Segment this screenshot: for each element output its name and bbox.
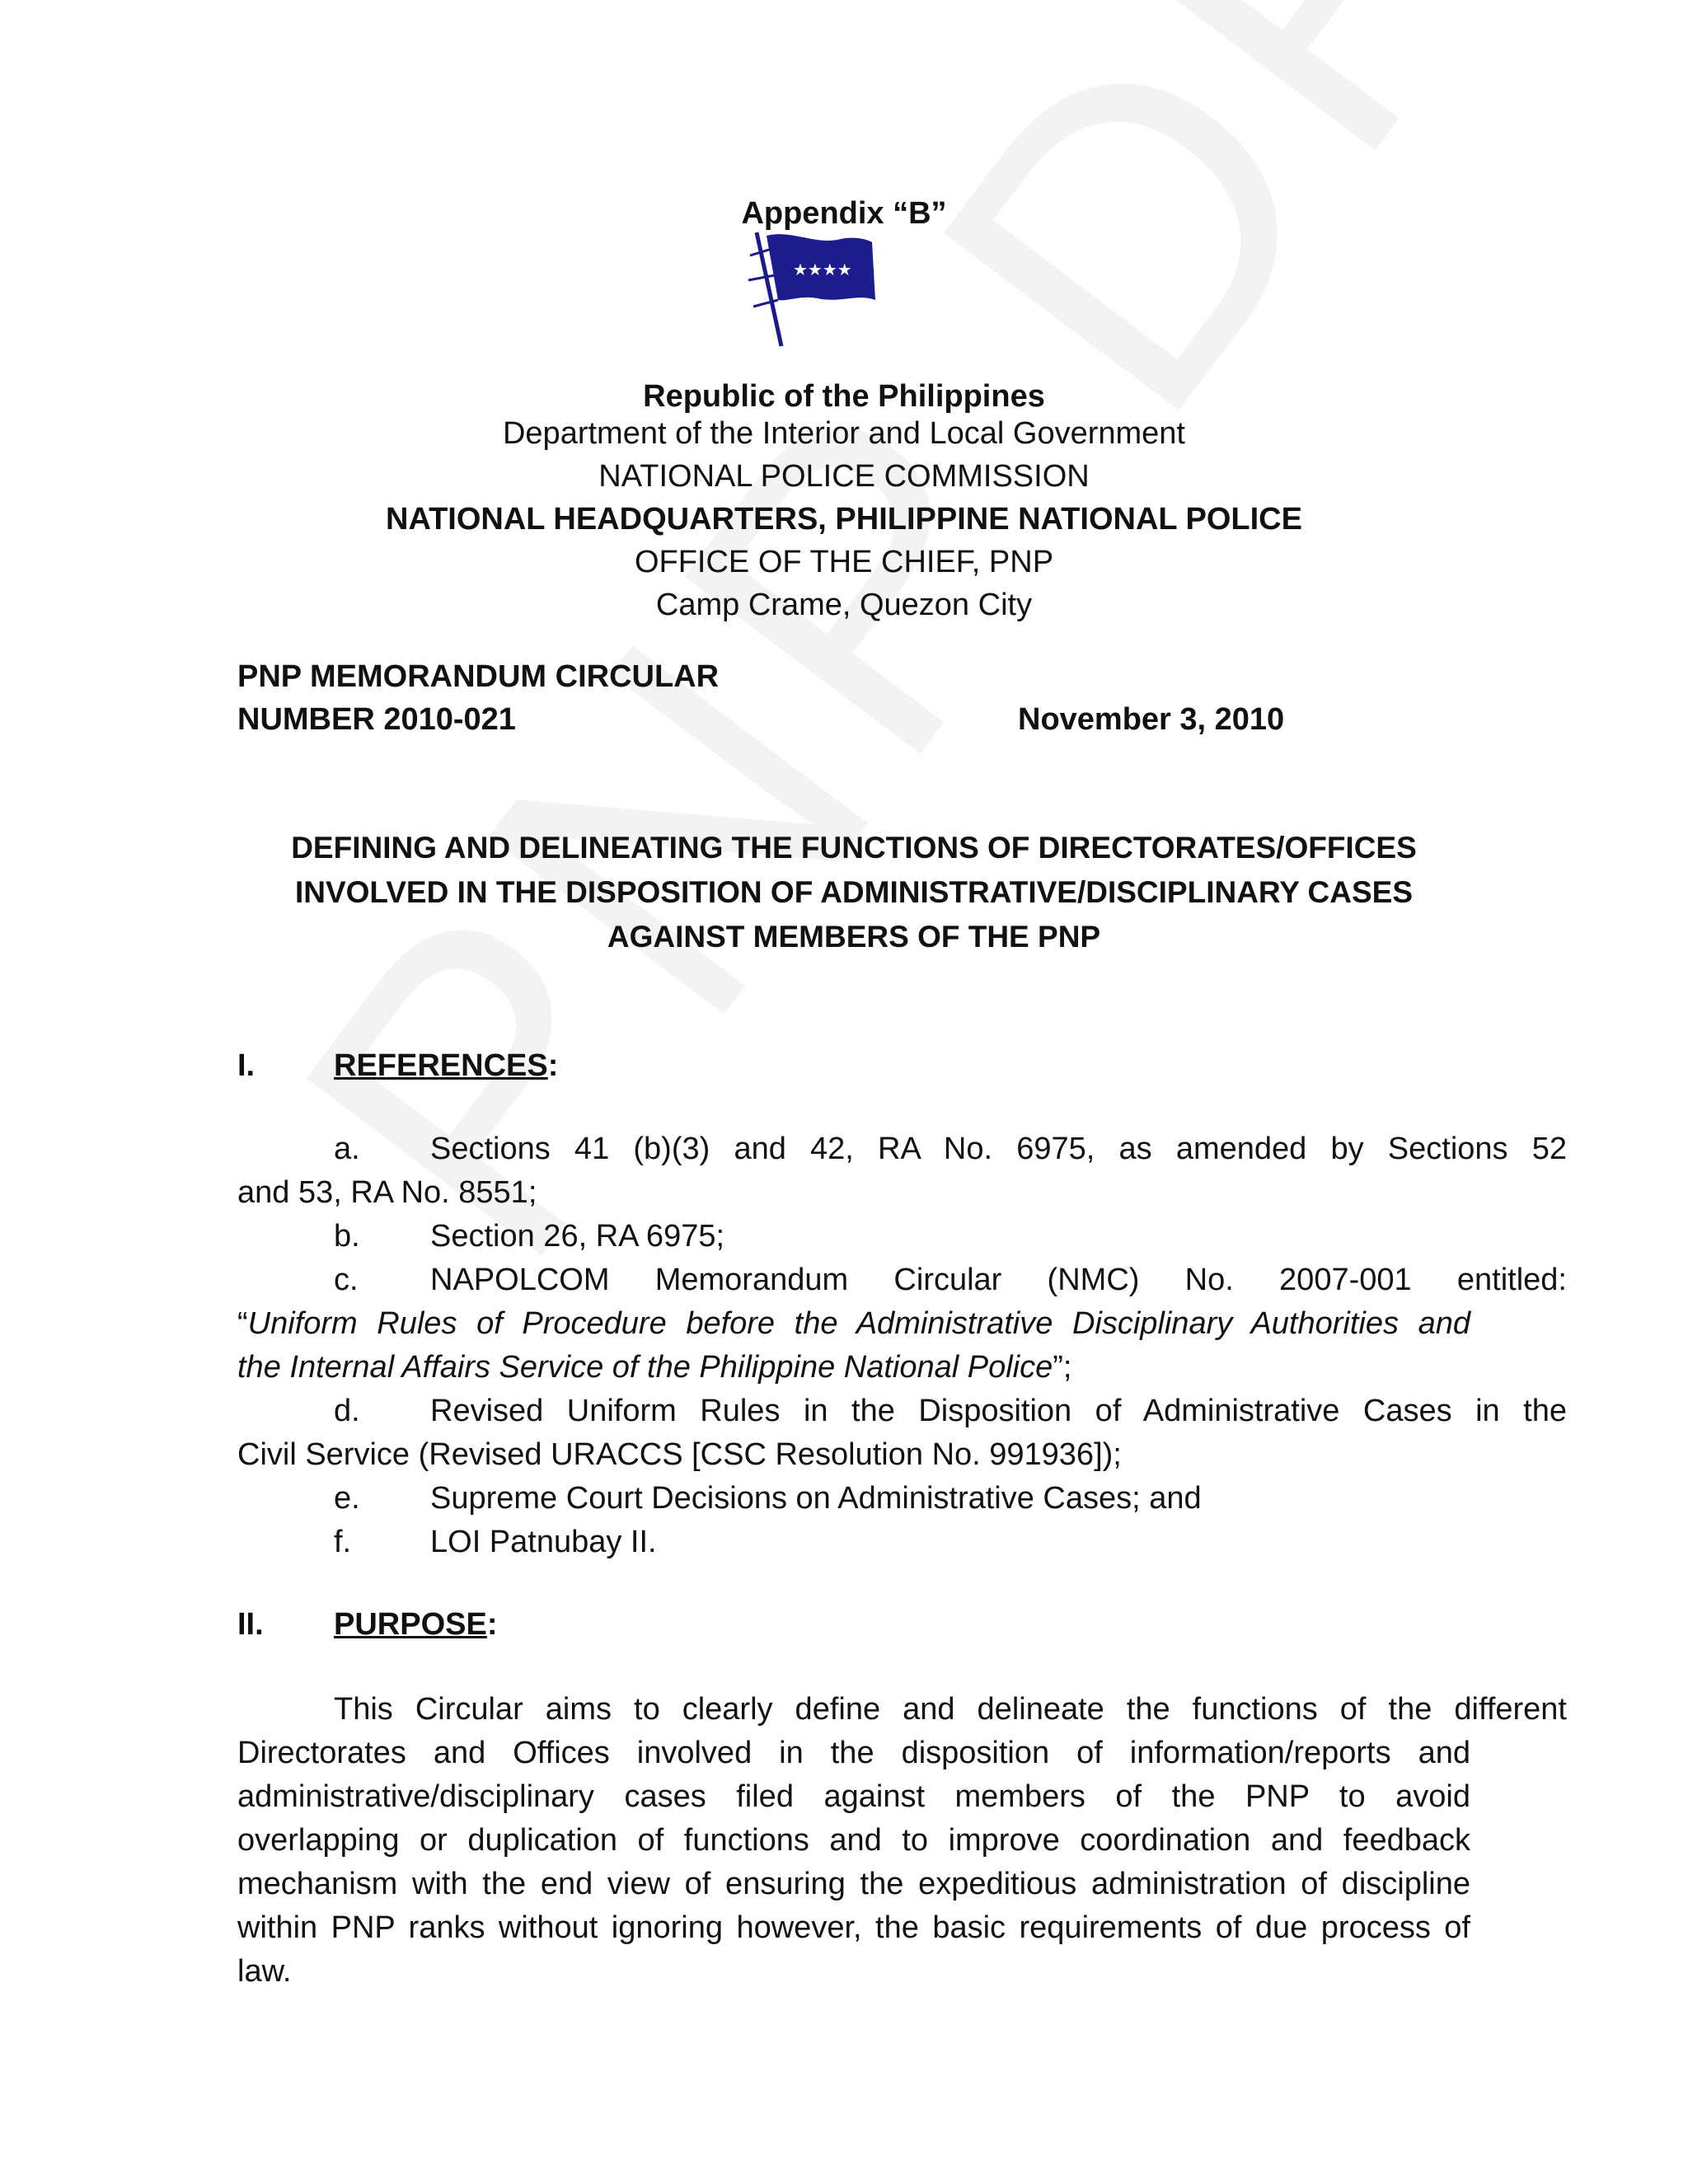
close-quote: ”; — [1053, 1350, 1072, 1385]
list-text: Sections 41 (b)(3) and 42, RA No. 6975, as amended by Sections 52 — [430, 1132, 1567, 1166]
section-heading — [334, 1607, 497, 1643]
department-line: Department of the Interior and Local Government — [502, 416, 1185, 451]
purpose-line-2: Directorates and Offices involved in the disposition of information/reports and — [237, 1736, 1470, 1770]
purpose-line-5: mechanism with the end view of ensuring the expeditious administration of discipline — [237, 1867, 1470, 1901]
reference-a-line-1 — [237, 1127, 1567, 1171]
list-label: e. — [334, 1481, 360, 1516]
location-line: Camp Crame, Quezon City — [655, 588, 1033, 622]
memo-date: November 3, 2010 — [1018, 702, 1285, 737]
reference-e — [237, 1477, 1567, 1521]
reference-a-line-2: and 53, RA No. 8551; — [237, 1175, 537, 1210]
list-text-italic: Uniform Rules of Procedure before the Administrative Disciplinary Authorities and — [247, 1306, 1470, 1341]
section-heading-colon: : — [486, 1607, 498, 1642]
reference-c-line-1 — [237, 1258, 1567, 1302]
office-line: OFFICE OF THE CHIEF, PNP — [634, 545, 1054, 579]
list-text: Section 26, RA 6975; — [430, 1219, 725, 1254]
reference-f — [237, 1521, 1567, 1564]
purpose-line-7: law. — [237, 1954, 292, 1989]
section-heading-colon: : — [547, 1048, 559, 1083]
list-label: b. — [334, 1219, 360, 1254]
section-number: I. — [237, 1048, 256, 1083]
headquarters-line: NATIONAL HEADQUARTERS, PHILIPPINE NATIONAL POLICE — [386, 502, 1302, 537]
memo-type: PNP MEMORANDUM CIRCULAR — [237, 659, 720, 694]
list-text: Supreme Court Decisions on Administrative Cases; and — [430, 1481, 1202, 1516]
list-label: a. — [334, 1132, 360, 1166]
purpose-line-3: administrative/disciplinary cases filed against members of the PNP to avoid — [237, 1779, 1470, 1814]
reference-d-line-1 — [237, 1390, 1567, 1433]
reference-d-line-2: Civil Service (Revised URACCS [CSC Resolution No. 991936]); — [237, 1437, 1122, 1472]
section-number: II. — [237, 1607, 264, 1642]
list-text: Revised Uniform Rules in the Disposition of Administrative Cases in the — [430, 1394, 1567, 1428]
title-line-2: INVOLVED IN THE DISPOSITION OF ADMINISTRATIVE/DISCIPLINARY CASES — [294, 875, 1414, 909]
reference-b — [237, 1215, 1567, 1258]
title-line-1: DEFINING AND DELINEATING THE FUNCTIONS OF DIRECTORATES/OFFICES — [291, 831, 1417, 865]
list-label: d. — [334, 1394, 360, 1428]
commission-line: NATIONAL POLICE COMMISSION — [598, 459, 1090, 494]
list-label: c. — [334, 1263, 359, 1297]
list-text: LOI Patnubay II. — [430, 1525, 657, 1559]
purpose-line-4: overlapping or duplication of functions and to improve coordination and feedback — [237, 1823, 1470, 1858]
memo-number: NUMBER 2010-021 — [237, 702, 516, 737]
list-text: NAPOLCOM Memorandum Circular (NMC) No. 2007-001 entitled: — [430, 1263, 1567, 1297]
reference-c-line-3 — [237, 1346, 1470, 1390]
purpose-line-1: This Circular aims to clearly define and delineate the functions of the different — [334, 1692, 1567, 1727]
pnp-flag-icon — [742, 224, 882, 348]
appendix-label: Appendix “B” — [741, 196, 947, 231]
reference-c-line-2 — [237, 1302, 1470, 1346]
section-heading — [334, 1048, 558, 1084]
section-heading-text: PURPOSE — [334, 1607, 487, 1642]
list-text-italic: the Internal Affairs Service of the Philippine National Police — [237, 1350, 1053, 1385]
purpose-line-6: within PNP ranks without ignoring however, the basic requirements of due process of — [237, 1910, 1470, 1945]
republic-line: Republic of the Philippines — [643, 379, 1045, 414]
section-heading-text: REFERENCES — [334, 1048, 548, 1083]
svg-text:★★★★: ★★★★ — [793, 260, 852, 279]
open-quote: “ — [237, 1306, 248, 1341]
list-label: f. — [334, 1525, 352, 1559]
title-line-3: AGAINST MEMBERS OF THE PNP — [607, 920, 1101, 954]
